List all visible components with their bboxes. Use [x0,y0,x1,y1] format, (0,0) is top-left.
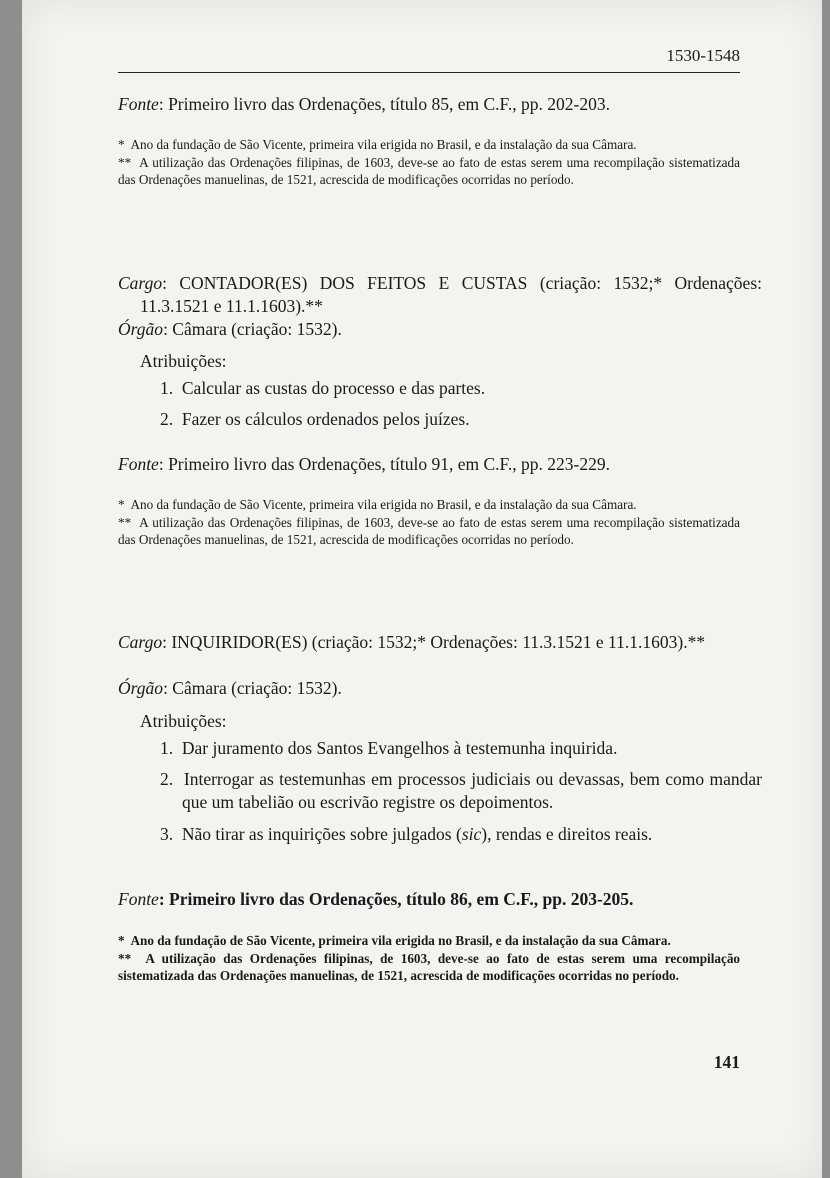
cargo-inquiridor: Cargo: INQUIRIDOR(ES) (criação: 1532;* Ordenações: 11.3.1521 e 11.1.1603).** [118,632,706,652]
list-item: 3. Não tirar as inquirições sobre julgados (sic), rendas e direitos reais. [160,824,653,844]
footnotes-3 [118,932,740,985]
footnote-star: * Ano da fundação de São Vicente, primeira vila erigida no Brasil, e da instalação da sua Câmara. [118,933,671,948]
list-item: 1. Dar juramento dos Santos Evangelhos à testemunha inquirida. [160,738,618,758]
footnotes-2 [118,496,740,549]
list-item: 2. Fazer os cálculos ordenados pelos juízes. [160,409,470,429]
footnote-star: * Ano da fundação de São Vicente, primeira vila erigida no Brasil, e da instalação da sua Câmara. [118,137,637,152]
page-number: 141 [713,1052,740,1072]
list-item: 2. Interrogar as testemunhas em processos judiciais ou devassas, bem como mandar que um tabelião ou escrivão registre os depoimentos. [160,769,763,812]
fonte-1: Fonte: Primeiro livro das Ordenações, título 85, em C.F., pp. 202-203. [118,94,610,114]
cargo-contador: Cargo: CONTADOR(ES) DOS FEITOS E CUSTAS (criação: 1532;* Ordenações: 11.3.1521 e 11.1.1603).** [118,273,762,316]
page-range: 1530-1548 [666,46,740,65]
fonte-2: Fonte: Primeiro livro das Ordenações, título 91, em C.F., pp. 223-229. [118,454,610,474]
footnote-double-star: ** A utilização das Ordenações filipinas, de 1603, deve-se ao fato de estas serem uma recompilação sistematizada das Ordenações manuelinas, de 1521, acrescida de modificações ocorridas no período. [118,950,741,983]
orgao-inquiridor: Órgão: Câmara (criação: 1532). [118,678,342,698]
footnote-double-star: ** A utilização das Ordenações filipinas, de 1603, deve-se ao fato de estas serem uma recompilação sistematizada das Ordenações manuelinas, de 1521, acrescida de modificações ocorridas no período. [118,154,740,187]
list-item: 1. Calcular as custas do processo e das partes. [160,378,486,398]
footnote-star: * Ano da fundação de São Vicente, primeira vila erigida no Brasil, e da instalação da sua Câmara. [118,497,637,512]
atribuicoes-label: Atribuições: [140,351,227,371]
orgao-contador: Órgão: Câmara (criação: 1532). [118,319,342,339]
fonte-3: Fonte: Primeiro livro das Ordenações, título 86, em C.F., pp. 203-205. [118,889,634,909]
atribuicoes-label: Atribuições: [140,711,227,731]
footnote-double-star: ** A utilização das Ordenações filipinas, de 1603, deve-se ao fato de estas serem uma recompilação sistematizada das Ordenações manuelinas, de 1521, acrescida de modificações ocorridas no período. [118,514,740,547]
header-rule [118,72,740,73]
footnotes-1 [118,136,740,189]
